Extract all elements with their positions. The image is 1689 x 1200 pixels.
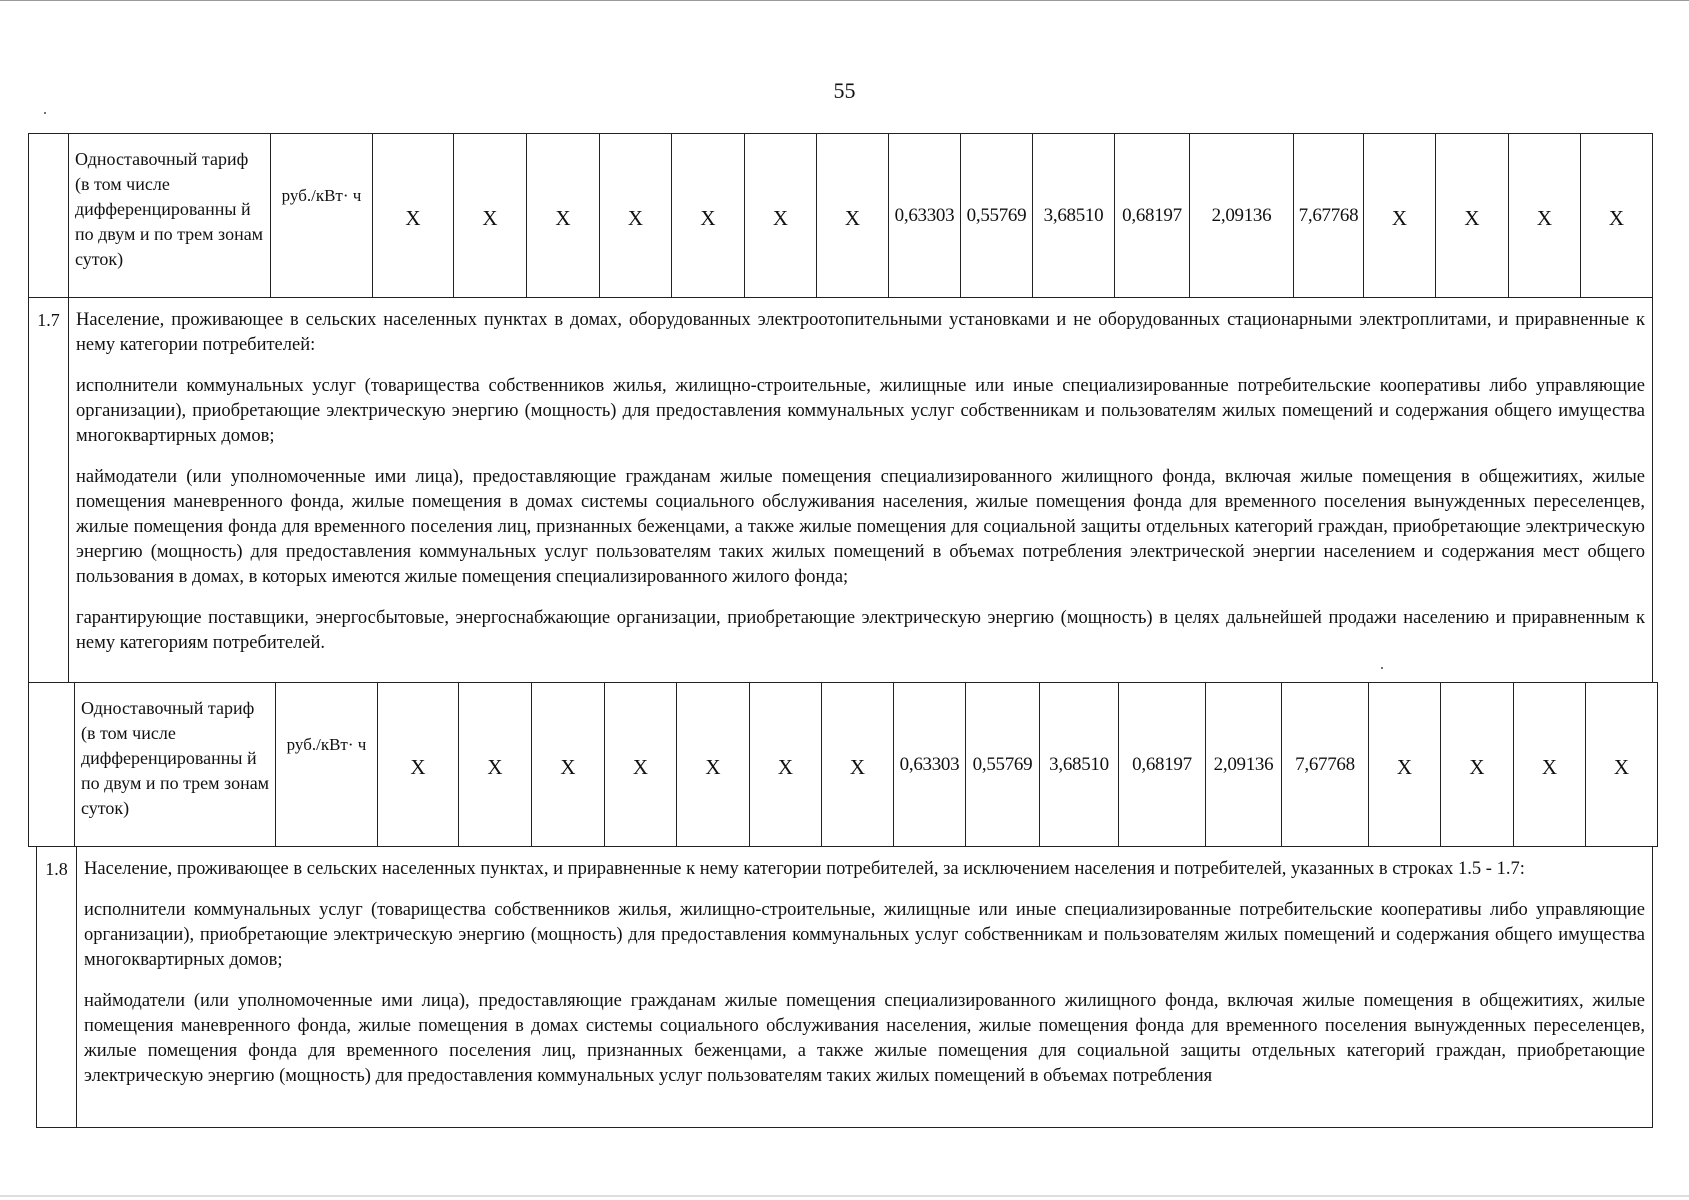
- row-number: 1.8: [37, 847, 77, 1128]
- value-cell: X: [454, 134, 527, 298]
- value-cell: X: [1436, 134, 1509, 298]
- value-cell: 0,55769: [961, 134, 1033, 298]
- paragraph: исполнители коммунальных услуг (товарищества собственников жилья, жилищно-строительные, жилищные или иные специализированные потребительские кооперативы либо управляющие организации), приобретающие электрическую энергию (мощность) для предоставления коммунальных услуг собственникам и пользователям жилых помещений и содержания общего имущества многоквартирных домов;: [76, 376, 1645, 446]
- value-cell: X: [459, 683, 532, 847]
- value-cell: X: [1441, 683, 1514, 847]
- value-cell: X: [677, 683, 750, 847]
- paragraph: Население, проживающее в сельских населенных пунктах в домах, оборудованных электроотопительными установками и не оборудованных стационарными электроплитами, и приравненные к нему категории потребителей:: [76, 310, 1645, 355]
- row-number-cell: [29, 683, 75, 847]
- paragraph: наймодатели (или уполномоченные ими лица), предоставляющие гражданам жилые помещения специализированного жилищного фонда, включая жилые помещения в общежитиях, жилые помещения маневренного фонда, жилые помещения в домах системы социального обслуживания населения, жилые помещения фонда для временного поселения вынужденных переселенцев, жилые помещения фонда для временного поселения лиц, признанных беженцами, а также жилые помещения для социальной защиты отдельных категорий граждан, приобретающие электрическую энергию (мощность) для предоставления коммунальных услуг пользователям таких жилых помещений в объемах потребления: [84, 991, 1645, 1086]
- paragraph: наймодатели (или уполномоченные ими лица), предоставляющие гражданам жилые помещения специализированного жилищного фонда, включая жилые помещения в общежитиях, жилые помещения маневренного фонда, жилые помещения в домах системы социального обслуживания населения, жилые помещения фонда для временного поселения вынужденных переселенцев, жилые помещения фонда для временного поселения лиц, признанных беженцами, а также жилые помещения для социальной защиты отдельных категорий граждан, приобретающие электрическую энергию (мощность) для предоставления коммунальных услуг пользователям таких жилых помещений в объемах потребления электрической энергии населением и содержания мест общего пользования в домах, в которых имеются жилые помещения специализированного жилого фонда;: [76, 467, 1645, 587]
- section-1-7: [28, 297, 1653, 683]
- value-cell: X: [817, 134, 889, 298]
- value-cell: X: [373, 134, 454, 298]
- unit-cell: руб./кВт· ч: [276, 683, 378, 847]
- value-cell: 3,68510: [1040, 683, 1119, 847]
- value-cell: X: [1586, 683, 1658, 847]
- value-cell: 0,68197: [1115, 134, 1190, 298]
- value-cell: X: [750, 683, 822, 847]
- section-1-8: [36, 846, 1653, 1128]
- paragraph: Население, проживающее в сельских населенных пунктах, и приравненные к нему категории потребителей, за исключением населения и потребителей, указанных в строках 1.5 - 1.7:: [84, 859, 1525, 879]
- row-number: 1.7: [29, 298, 69, 683]
- value-cell: X: [745, 134, 817, 298]
- value-cell: X: [822, 683, 894, 847]
- value-cell: 7,67768: [1294, 134, 1364, 298]
- value-cell: X: [600, 134, 672, 298]
- value-cell: 3,68510: [1033, 134, 1115, 298]
- value-cell: X: [1581, 134, 1653, 298]
- tariff-row: [29, 134, 1653, 298]
- value-cell: 0,68197: [1119, 683, 1206, 847]
- value-cell: X: [532, 683, 605, 847]
- tariff-table-top: [28, 133, 1653, 298]
- value-cell: X: [1364, 134, 1436, 298]
- value-cell: X: [527, 134, 600, 298]
- tariff-name-cell: Одноставочный тариф (в том числе дифференцированны й по двум и по трем зонам суток): [75, 683, 276, 847]
- value-cell: 0,63303: [889, 134, 961, 298]
- tariff-name-cell: Одноставочный тариф (в том числе дифференцированны й по двум и по трем зонам суток): [69, 134, 271, 298]
- value-cell: 0,63303: [894, 683, 966, 847]
- paragraph: исполнители коммунальных услуг (товарищества собственников жилья, жилищно-строительные, жилищные или иные специализированные потребительские кооперативы либо управляющие организации), приобретающие электрическую энергию (мощность) для предоставления коммунальных услуг собственникам и пользователям жилых помещений и содержания общего имущества многоквартирных домов;: [84, 900, 1645, 970]
- scan-speck: [1381, 667, 1383, 669]
- section-description: [69, 298, 1653, 683]
- value-cell: X: [1369, 683, 1441, 847]
- paragraph: гарантирующие поставщики, энергосбытовые, энергоснабжающие организации, приобретающие электрическую энергию (мощность) в целях дальнейшей продажи населению и приравненным к нему категориям потребителей.: [76, 608, 1645, 653]
- section-description: [77, 847, 1653, 1128]
- value-cell: 0,55769: [966, 683, 1040, 847]
- scan-bottom-edge: [0, 1195, 1689, 1197]
- row-number-cell: [29, 134, 69, 298]
- scan-top-edge: [0, 0, 1689, 1]
- unit-cell: руб./кВт· ч: [271, 134, 373, 298]
- value-cell: X: [1509, 134, 1581, 298]
- value-cell: X: [672, 134, 745, 298]
- page-number: 55: [833, 78, 856, 103]
- value-cell: X: [378, 683, 459, 847]
- scan-speck: [44, 112, 46, 114]
- value-cell: 2,09136: [1190, 134, 1294, 298]
- tariff-table-middle: [28, 682, 1658, 847]
- value-cell: 7,67768: [1282, 683, 1369, 847]
- value-cell: X: [605, 683, 677, 847]
- value-cell: X: [1514, 683, 1586, 847]
- tariff-row: [29, 683, 1658, 847]
- value-cell: 2,09136: [1206, 683, 1282, 847]
